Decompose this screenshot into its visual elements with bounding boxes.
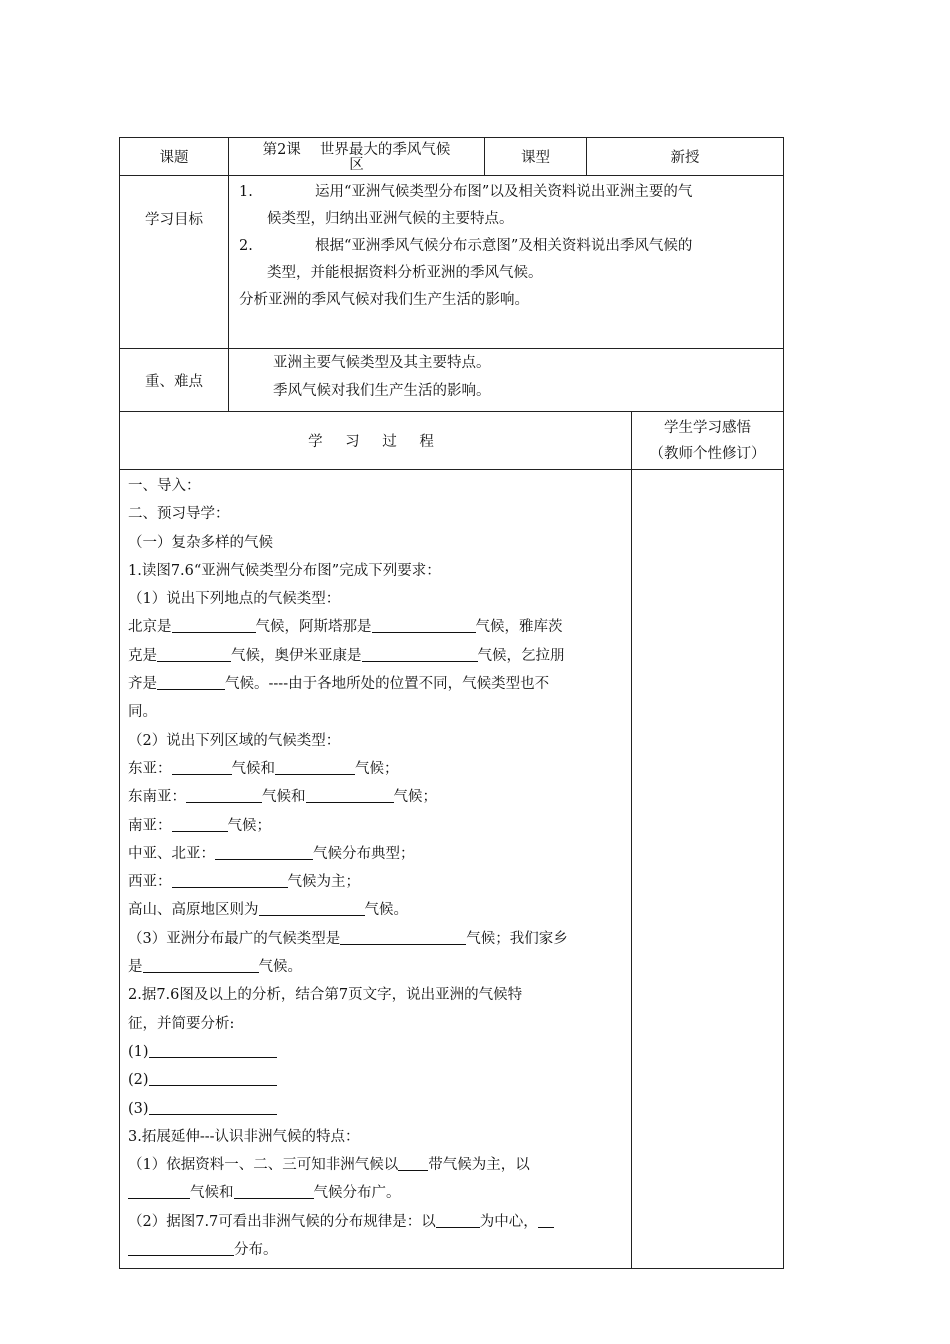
goals-row (120, 176, 784, 349)
africa-line-3: （2）据图7.7可看出非洲气候的分布规律是：以 为中心， (128, 1208, 623, 1236)
answer-blank (157, 673, 225, 690)
africa-line-2: 气候和 气候分布广。 (128, 1179, 623, 1207)
header-row (120, 138, 784, 176)
answer-blank (275, 758, 355, 775)
reflection-column[interactable] (632, 470, 784, 1269)
goal-item-1: 1. 运用“亚洲气候类型分布图”以及相关资料说出亚洲主要的气 (239, 184, 693, 200)
answer-blank (306, 786, 394, 803)
process-title: 学 习 过 程 (120, 412, 632, 470)
feature-line-1: (1) (128, 1038, 623, 1066)
hometown-line: 是 气候。 (128, 953, 623, 981)
topic-title: 第2课 世界最大的季风气候 区 (229, 138, 485, 176)
answer-blank (172, 815, 228, 832)
key-points-content: 亚洲主要气候类型及其主要特点。 季风气候对我们生产生活的影响。 (229, 349, 784, 412)
answer-blank (157, 645, 231, 662)
answer-blank (128, 1239, 234, 1256)
answer-blank (149, 1069, 277, 1086)
lesson-plan-table (119, 137, 784, 1269)
process-content: 一、导入： 二、预习导学： （一）复杂多样的气候 1.读图7.6“亚洲气候类型分布图”完成下列要求： （1）说出下列地点的气候类型： 北京是 气候，阿斯塔那是 气候，雅库茨 克是 气候，奥伊米亚康是 气候，乞拉朋 齐是 气候。----由于各地所处的位置不同，气候类型也不 同。 （2）说出下列区域的气候类型： 东亚： 气候和 气候； 东南亚： 气候和 气候； 南亚： 气候； 中亚、北亚： 气候分布典型； 西亚： 气候为主； 高山、高原地区则为 气候。 （3）亚洲分布最广的气候类型是 气候；我们家乡 是 气候。 2.据7.6图及以上的分析，结合第7页文字，说出亚洲的气候特 征，并简要分析: (1) (2) (3) 3.拓展延伸---认识非洲气候的特点： （1）依据资料一、二、三可知非洲气候以 带气候为主，以 气候和 气候分布广。 （2）据图7.7可看出非洲气候的分布规律是：以 为中心， 分布。 (120, 470, 632, 1269)
answer-blank (340, 928, 466, 945)
answer-blank (362, 645, 478, 662)
answer-blank (234, 1182, 314, 1199)
answer-blank (215, 843, 313, 860)
east-asia-line: 东亚： 气候和 气候； (128, 755, 623, 783)
feature-line-2: (2) (128, 1066, 623, 1094)
answer-blank (172, 871, 288, 888)
answer-blank (149, 1041, 277, 1058)
southeast-asia-line: 东南亚： 气候和 气候； (128, 783, 623, 811)
process-body-row (120, 470, 784, 1269)
process-header-row (120, 412, 784, 470)
plateau-line: 高山、高原地区则为 气候。 (128, 896, 623, 924)
goal-item-2: 2. 根据“亚洲季风气候分布示意图”及相关资料说出季风气候的 (239, 238, 693, 254)
answer-blank (128, 1182, 190, 1199)
central-north-asia-line: 中亚、北亚： 气候分布典型； (128, 840, 623, 868)
goal-item-3: 分析亚洲的季风气候对我们生产生活的影响。 (239, 292, 529, 308)
west-asia-line: 西亚： 气候为主； (128, 868, 623, 896)
places-line-2: 克是 气候，奥伊米亚康是 气候，乞拉朋 (128, 642, 623, 670)
answer-blank (372, 616, 476, 633)
places-line-1: 北京是 气候，阿斯塔那是 气候，雅库茨 (128, 613, 623, 641)
key-points-row (120, 349, 784, 412)
answer-blank (149, 1098, 277, 1115)
africa-line-4: 分布。 (128, 1236, 623, 1264)
south-asia-line: 南亚： 气候； (128, 812, 623, 840)
goals-label: 学习目标 (120, 176, 229, 349)
africa-line-1: （1）依据资料一、二、三可知非洲气候以 带气候为主，以 (128, 1151, 623, 1179)
answer-blank (259, 899, 365, 916)
answer-blank (186, 786, 262, 803)
answer-blank (172, 616, 256, 633)
goals-content: 1. 运用“亚洲气候类型分布图”以及相关资料说出亚洲主要的气 候类型，归纳出亚洲气候的主要特点。 2. 根据“亚洲季风气候分布示意图”及相关资料说出季风气候的 类型，并能根据资料分析亚洲的季风气候。 分析亚洲的季风气候对我们生产生活的影响。 (229, 176, 784, 349)
topic-label: 课题 (120, 138, 229, 176)
reflection-title: 学生学习感悟 （教师个性修订） (632, 412, 784, 470)
answer-blank (398, 1154, 428, 1171)
widest-climate-line: （3）亚洲分布最广的气候类型是 气候；我们家乡 (128, 925, 623, 953)
answer-blank (143, 956, 259, 973)
key-points-label: 重、难点 (120, 349, 229, 412)
answer-blank (172, 758, 232, 775)
places-line-3: 齐是 气候。----由于各地所处的位置不同，气候类型也不 (128, 670, 623, 698)
answer-blank (436, 1211, 480, 1228)
feature-line-3: (3) (128, 1095, 623, 1123)
type-label: 课型 (485, 138, 587, 176)
answer-blank (538, 1211, 554, 1228)
type-value: 新授 (587, 138, 784, 176)
